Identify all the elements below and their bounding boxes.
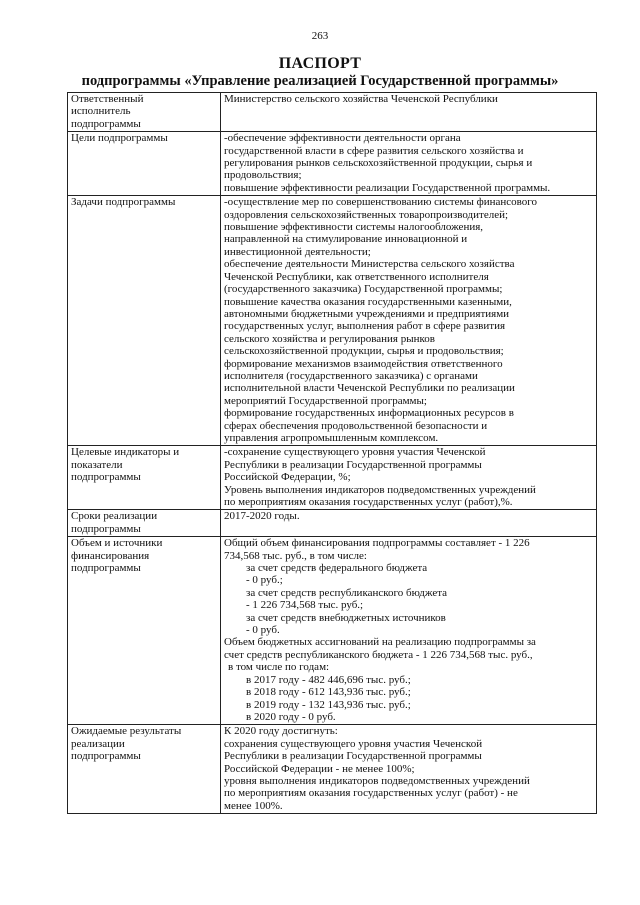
content-line: Уровень выполнения индикаторов подведомственных учреждений [224,483,536,496]
row-label [68,725,221,814]
row-content [221,132,597,196]
content-line: 734,568 тыс. руб., в том числе: [224,549,367,562]
content-line: за счет средств федерального бюджета [246,562,428,575]
label-line: подпрограммы [71,471,141,484]
row-label [68,93,221,132]
row-content [221,446,597,510]
label-line: реализации [71,737,125,750]
content-line: формирование государственных информационных ресурсов в [224,407,514,420]
content-line: Российской Федерации - не менее 100%; [224,762,415,775]
label-line: подпрограммы [71,117,141,130]
content-line: государственных услуг, выполнения работ в сфере развития [224,320,506,333]
label-line: подпрограммы [71,522,141,535]
content-line: в 2019 году - 132 143,936 тыс. руб.; [246,698,411,711]
label-line: Сроки реализации [71,510,158,523]
content-line: Российской Федерации, %; [224,471,351,484]
label-line: Ожидаемые результаты [71,725,182,738]
content-line: - 0 руб. [246,624,280,637]
label-line: Цели подпрограммы [71,132,168,145]
content-line: сельскохозяйственной продукции, сырья и продовольствия; [224,345,504,358]
table-row [68,446,597,510]
row-label [68,510,221,537]
label-line: Ответственный [71,93,144,105]
content-line: -осуществление мер по совершенствованию системы финансового [224,196,538,209]
content-line: сохранения существующего уровня участия Чеченской [224,737,483,750]
content-line: повышение эффективности реализации Государственной программы. [224,181,551,194]
content-line: счет средств республиканского бюджета - 1 226 734,568 тыс. руб., [224,648,533,661]
content-line: (государственного заказчика) Государственной программы; [224,283,503,296]
row-content [221,510,597,537]
label-line: Задачи подпрограммы [71,196,176,209]
row-content [221,725,597,814]
content-line: государственной власти в сфере развития сельского хозяйства и [224,144,524,157]
content-line: формирование механизмов взаимодействия ответственного [224,357,503,370]
label-line: показатели [71,458,123,471]
row-label [68,537,221,725]
content-line: Республики в реализации Государственной программы [224,458,482,471]
content-line: К 2020 году достигнуть: [224,725,338,738]
content-line: управления агропромышленным комплексом. [224,431,439,444]
label-line: подпрограммы [71,562,141,575]
content-line: - 1 226 734,568 тыс. руб.; [246,599,364,612]
label-line: подпрограммы [71,750,141,763]
passport-table [67,92,597,814]
label-line: исполнитель [71,105,131,118]
content-line: за счет средств республиканского бюджета [246,586,448,599]
page-number: 263 [311,30,329,42]
row-content [221,537,597,725]
content-line: оздоровления сельскохозяйственных товаропроизводителей; [224,208,509,221]
label-line: Объем и источники [71,537,163,550]
content-line: Объем бюджетных ассигнований на реализацию подпрограммы за [224,636,536,649]
content-line: за счет средств внебюджетных источников [246,611,446,624]
row-label [68,446,221,510]
content-line: - 0 руб.; [246,574,283,587]
row-content [221,196,597,446]
content-line: Республики в реализации Государственной программы [224,750,482,763]
content-line: исполнительной власти Чеченской Республики по реализации [224,382,515,395]
content-line: Министерство сельского хозяйства Чеченской Республики [224,93,498,105]
table-row [68,132,597,196]
content-line: в 2018 году - 612 143,936 тыс. руб.; [246,686,411,699]
content-line: исполнителя (государственного заказчика) с органами [224,369,478,382]
content-line: по мероприятиям оказания государственных услуг (работ),%. [224,496,513,508]
content-line: сферах обеспечения продовольственной безопасности и [224,419,488,432]
content-line: в том числе по годам: [228,661,330,674]
content-line: повышение эффективности системы налогообложения, [224,221,484,234]
row-content [221,93,597,132]
content-line: в 2017 году - 482 446,696 тыс. руб.; [246,673,411,686]
content-line: менее 100%. [224,799,283,812]
row-label [68,132,221,196]
content-line: направленной на стимулирование инновационной и [224,233,468,246]
row-label [68,196,221,446]
table-row [68,510,597,537]
content-line: сельского хозяйства и регулирования рынков [224,332,435,345]
table-row [68,537,597,725]
content-line: повышение качества оказания государственными казенными, [224,295,512,308]
content-line: регулирования рынков сельскохозяйственной продукции, сырья и [224,157,533,170]
content-line: мероприятий Государственной программы; [224,394,427,407]
document-subtitle: подпрограммы «Управление реализацией Государственной программы» [81,73,559,89]
content-line: в 2020 году - 0 руб. [246,710,336,723]
content-line: уровня выполнения индикаторов подведомственных учреждений [224,774,530,787]
label-line: Целевые индикаторы и [71,446,180,459]
content-line: Общий объем финансирования подпрограммы составляет - 1 226 [224,537,530,550]
content-line: по мероприятиям оказания государственных услуг (работ) - не [224,787,518,800]
content-line: продовольствия; [224,169,302,182]
content-line: -сохранение существующего уровня участия Чеченской [224,446,486,459]
label-line: финансирования [71,549,150,562]
content-line: обеспечение деятельности Министерства сельского хозяйства [224,258,515,271]
content-line: инвестиционной деятельности; [224,245,371,258]
content-line: Чеченской Республики, как ответственного исполнителя [224,270,489,283]
content-line: -обеспечение эффективности деятельности органа [224,132,461,145]
table-row [68,196,597,446]
content-line: автономными бюджетными учреждениями и предприятиями [224,307,510,320]
table-row [68,93,597,132]
document-title: ПАСПОРТ [278,55,362,72]
content-line: 2017-2020 годы. [224,510,300,523]
table-row [68,725,597,814]
